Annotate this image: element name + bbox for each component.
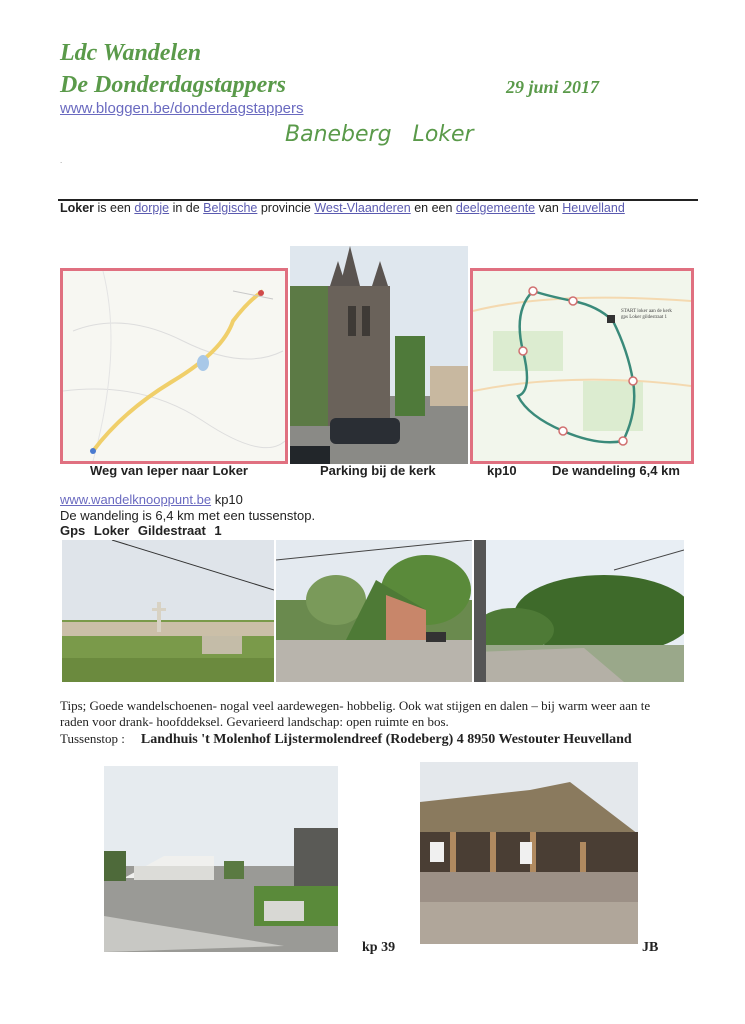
wandelknooppunt-link[interactable]: www.wandelknooppunt.be	[60, 492, 212, 507]
knooppunt-line	[60, 492, 243, 507]
country-road-drawing	[474, 540, 684, 682]
cemetery-drawing	[62, 540, 274, 682]
intro-text	[60, 201, 700, 215]
church-drawing	[290, 246, 468, 464]
caption-walk: De wandeling 6,4 km	[552, 463, 680, 478]
knooppunt-kp: kp10	[214, 492, 243, 507]
tips-text: Tips; Goede wandelschoenen- nogal veel aardewegen- hobbelig. Ook wat stijgen en dalen – bij warm weer aan te raden voor drank- hoofddeksel. Gevarieerd landschap: open ruimte en bos.	[60, 698, 651, 729]
date: 29 juni 2017	[506, 77, 600, 97]
link-deelgemeente[interactable]: deelgemeente	[455, 201, 536, 215]
intro-part: van	[535, 201, 563, 215]
route-note: START loker aan de kerk gps Loker gildestraat 1	[621, 309, 672, 320]
title-line2: De Donderdagstappers	[60, 72, 286, 98]
route-map-drawing	[473, 271, 691, 461]
initials-label: JB	[642, 940, 659, 955]
intro-part: provincie	[257, 201, 315, 215]
landhuis-terrace-drawing	[420, 762, 638, 944]
tussenstop-label: Tussenstop :	[60, 731, 125, 746]
landhuis-exterior-photo	[104, 766, 338, 952]
title-line1: Ldc Wandelen	[60, 40, 202, 66]
link-belgische[interactable]: Belgische	[203, 201, 258, 215]
church-photo	[290, 246, 468, 464]
link-heuvelland[interactable]: Heuvelland	[562, 201, 625, 215]
caption-kp: kp10	[487, 463, 517, 478]
link-west-vlaanderen[interactable]: West-Vlaanderen	[314, 201, 411, 215]
place-title: Baneberg Loker	[285, 122, 474, 147]
intro-part: en een	[410, 201, 456, 215]
caption-church: Parking bij de kerk	[320, 463, 436, 478]
dot-mark: .	[60, 156, 63, 165]
intro-part: is een	[94, 201, 135, 215]
route-map-image	[470, 268, 694, 464]
tussenstop-line	[60, 731, 632, 748]
country-road-photo	[474, 540, 684, 682]
caption-road-map: Weg van Ieper naar Loker	[90, 463, 248, 478]
landhuis-terrace-photo	[420, 762, 638, 944]
intro-part: in de	[169, 201, 204, 215]
distance-line: De wandeling is 6,4 km met een tussenstop.	[60, 508, 316, 523]
landhuis-exterior-drawing	[104, 766, 338, 952]
blog-link[interactable]: www.bloggen.be/donderdagstappers	[60, 100, 304, 117]
tussenstop-place: Landhuis 't Molenhof Lijstermolendreef (Rodeberg) 4 8950 Westouter Heuvelland	[140, 732, 632, 747]
link-dorpje[interactable]: dorpje	[134, 201, 170, 215]
road-map-image	[60, 268, 288, 464]
intro-loker: Loker	[60, 201, 95, 215]
ivy-house-photo	[276, 540, 472, 682]
road-map-drawing	[63, 271, 285, 461]
ivy-house-drawing	[276, 540, 472, 682]
kp39-label: kp 39	[362, 940, 396, 955]
cemetery-photo	[62, 540, 274, 682]
gps-line: Gps Loker Gildestraat 1	[60, 523, 222, 538]
